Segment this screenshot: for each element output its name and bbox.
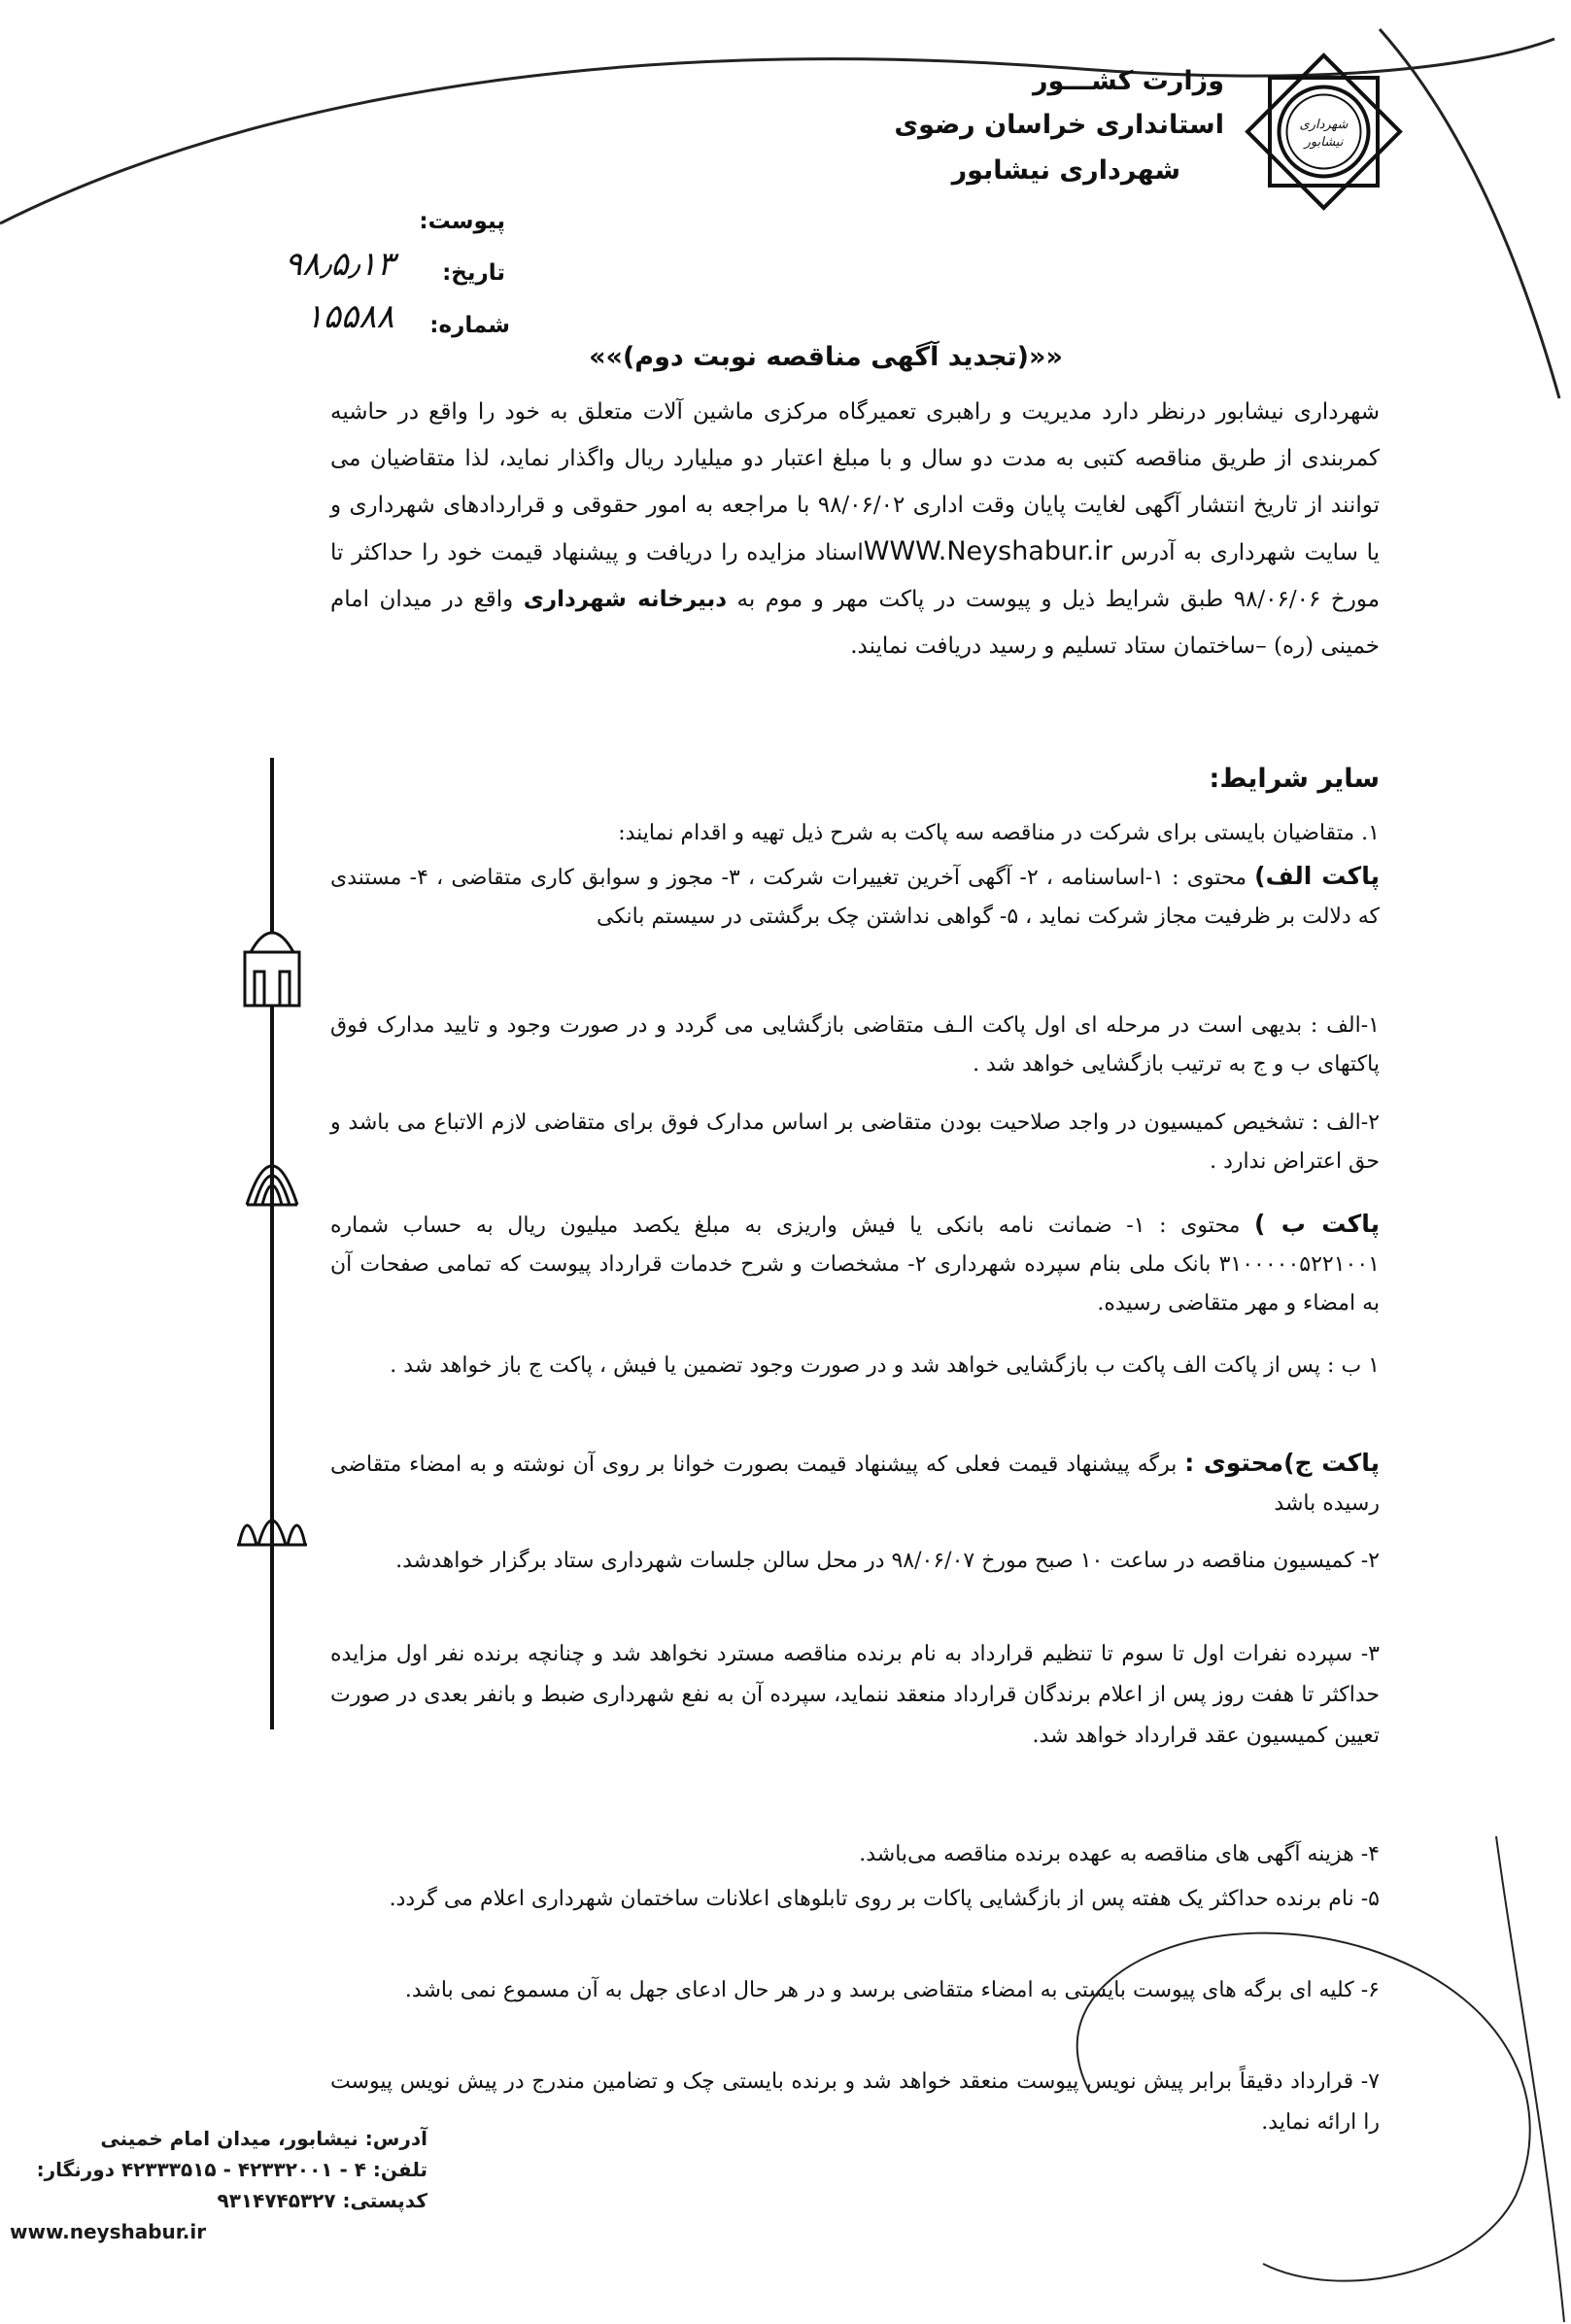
- number-label: شماره:: [429, 313, 510, 338]
- footer-contact: [10, 2123, 427, 2247]
- packet-b-note: ۱ ب : پس از پاکت الف پاکت ب بازگشایی خواهد شد و در صورت وجود تضمین یا فیش ، پاکت ج باز خواهد شد .: [390, 1353, 1380, 1378]
- notice-title: ««(تجدید آگهی مناقصه نوبت دوم)»»: [589, 342, 1063, 372]
- footer-address: آدرس: نیشابور، میدان امام خمینی: [100, 2127, 427, 2150]
- packet-c: [330, 1444, 1380, 1523]
- svg-text:نیشابور: نیشابور: [1304, 135, 1344, 150]
- intro-paragraph: [330, 389, 1380, 669]
- municipality-seal-icon: [1239, 47, 1409, 217]
- intro-part3: واقع در میدان امام خمینی (ره) –ساختمان ستاد تسلیم و رسید دریافت نمایند.: [330, 587, 1380, 659]
- item-6: ۶- کلیه ای برگه های پیوست بایستی به امضاء متقاضی برسد و در هر حال ادعای جهل به آن مسموع نمی باشد.: [404, 1978, 1380, 2002]
- item-4: ۴- هزینه آگهی های مناقصه به عهده برنده مناقصه می‌باشد.: [859, 1842, 1380, 1866]
- ministry-name: وزارت کشـــور: [1033, 66, 1224, 96]
- number-value: ۱۵۵۸۸: [305, 297, 394, 336]
- intro-part2: اسناد مزایده را دریافت و پیشنهاد قیمت خود را حداکثر تا مورخ ۹۸/۰۶/۰۶ طبق شرایط ذیل و پیوست در پاکت مهر و موم به: [330, 540, 1381, 612]
- item-2: ۲- کمیسیون مناقصه در ساعت ۱۰ صبح مورخ ۹۸/۰۶/۰۷ در محل سالن جلسات شهرداری ستاد برگزار خواهدشد.: [395, 1549, 1380, 1573]
- packet-a-note-1: ۱-الف : بدیهی است در مرحله ای اول پاکت الـف متقاضی بازگشایی می گردد و در صورت وجود و تایید مدارک فوق پاکتهای ب و ج به ترتیب بازگشایی خواهد شد .: [330, 1013, 1380, 1077]
- packet-b-label: پاکت ب ): [1254, 1210, 1380, 1238]
- packet-c-label: پاکت ج)محتوی :: [1184, 1449, 1380, 1477]
- governorate-name: استانداری خراسان رضوی: [894, 110, 1224, 140]
- packet-a-text: محتوی : ۱-اساسنامه ، ۲- آگهی آخرین تغییرات شرکت ، ۳- مجوز و سوابق کاری متقاضی ، ۴- مستندی که دلالت بر ظرفیت مجاز شرکت نماید ، ۵- گواهی نداشتن چک برگشتی در سیستم بانکی: [330, 866, 1380, 929]
- condition-1: ۱. متقاضیان بایستی برای شرکت در مناقصه سه پاکت به شرح ذیل تهیه و اقدام نمایند:: [618, 821, 1380, 845]
- item-3: ۳- سپرده نفرات اول تا سوم تا تنظیم قرارداد به نام برنده مناقصه مسترد نخواهد شد و چنانچه برنده نفر اول مزایده حداکثر تا هفت روز پس از اعلام برندگان قرارداد منعقد ننماید، سپرده آن به نفع شهرداری ضبط و بانفر بعدی در صورت تعیین کمیسیون عقد قرارداد خواهد شد.: [330, 1642, 1380, 1748]
- item-7: ۷- قرارداد دقیقاً برابر پیش نویس پیوست منعقد خواهد شد و برنده بایستی چک و تضامین مندرج در پیش نویس پیوست را ارائه نماید.: [330, 2069, 1380, 2135]
- intro-part1: شهرداری نیشابور درنظر دارد مدیریت و راهبری تعمیرگاه مرکزی ماشین آلات متعلق به خود را واقع در حاشیه کمربندی از طریق مناقصه کتبی به مدت دو سال و با مبلغ اعتبار دو میلیارد ریال واگذار نماید، لذا متقاضیان می توانند از تاریخ انتشار آگهی لغایت پایان وقت اداری ۹۸/۰۶/۰۲ با مراجعه به امور حقوقی و قراردادهای شهرداری و یا سایت شهرداری به آدرس: [330, 399, 1380, 565]
- packet-b: [330, 1205, 1380, 1323]
- conditions-heading: سایر شرایط:: [1209, 764, 1380, 794]
- item-5: ۵- نام برنده حداکثر یک هفته پس از بازگشایی پاکات بر روی تابلوهای اعلانات ساختمان شهرداری اعلام می گردد.: [389, 1887, 1380, 1911]
- packet-a-label: پاکت الف): [1254, 862, 1380, 890]
- footer-website: www.neyshabur.ir: [10, 2220, 207, 2243]
- municipality-name: شهرداری نیشابور: [951, 155, 1180, 186]
- footer-phone: تلفن: ۴ - ۴۲۳۳۲۰۰۱ - ۴۲۳۳۳۵۱۵ دورنگار:: [36, 2158, 427, 2181]
- packet-c-text: برگه پیشنهاد قیمت فعلی که پیشنهاد قیمت بصورت خوانا بر روی آن نوشته و به امضاء متقاضی رسیده باشد: [330, 1452, 1380, 1516]
- secretariat-text: دبیرخانه شهرداری: [523, 587, 728, 612]
- attachment-label: پیوست:: [419, 209, 505, 234]
- bottom-signature-curve: [972, 1836, 1571, 2324]
- website-url: WWW.Neyshabur.ir: [863, 536, 1112, 566]
- date-value: ۹۸٫۵٫۱۳: [284, 245, 395, 284]
- date-label: تاریخ:: [442, 260, 505, 286]
- svg-text:شهرداری: شهرداری: [1299, 118, 1349, 132]
- footer-postal: کدپستی: ۹۳۱۴۷۴۵۳۲۷: [217, 2189, 427, 2212]
- packet-a: [330, 857, 1380, 937]
- packet-a-note-2: ۲-الف : تشخیص کمیسیون در واجد صلاحیت بودن متقاضی بر اساس مدارک فوق برای متقاضی لازم الاتباع می باشد و حق اعتراض ندارد .: [330, 1111, 1380, 1174]
- monuments-decoration-icon: [233, 758, 311, 1729]
- packet-b-text: محتوی : ۱- ضمانت نامه بانکی یا فیش واریزی به مبلغ یکصد میلیون ریال به حساب شماره ۳۱۰۰۰۰۰۵۲۲۱۰۰۱ بانک ملی بنام سپرده شهرداری ۲- مشخصات و شرح خدمات قرارداد پیوست که تمامی صفحات آن به امضاء و مهر متقاضی رسیده.: [330, 1213, 1380, 1316]
